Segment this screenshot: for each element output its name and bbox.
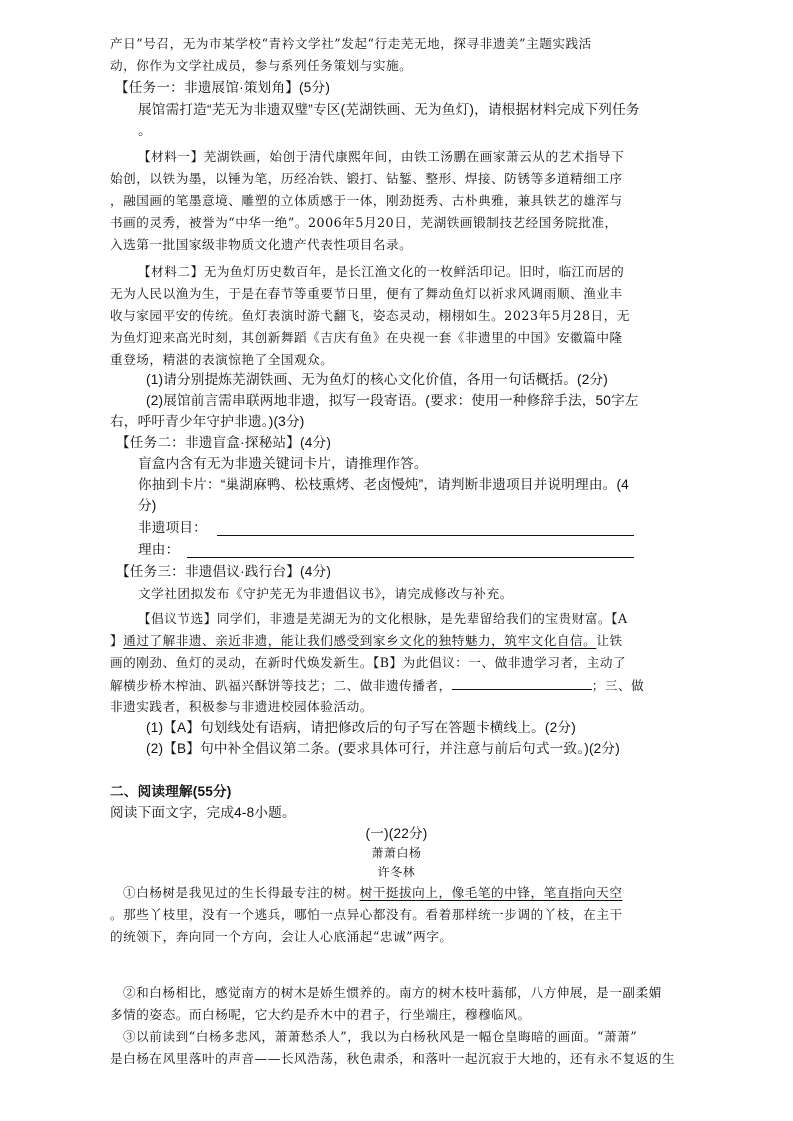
bracket-text: 】 (110, 633, 124, 648)
question-line: (1)【A】句划线处有语病，请把修改后的句子写在答题卡横线上。(2分) (146, 720, 576, 735)
passage-title: 萧萧白杨 (371, 846, 422, 860)
proposal-line (110, 631, 750, 651)
material-two-line: 为鱼灯迎来高光时刻，其创新舞蹈《吉庆有鱼》在央视一套《非遗里的中国》安徽篇中隆 (110, 330, 623, 345)
proposal-blank[interactable] (452, 675, 592, 690)
proposal-line (110, 675, 750, 696)
question-line: (1)请分别提炼芜湖铁画、无为鱼灯的核心文化价值，各用一句话概括。(2分) (146, 372, 609, 387)
underlined-sentence: 树干挺拔向上，像毛笔的中锋，笔直指向天空 (359, 885, 623, 900)
proposal-text: 解横步桥木榨油、趴福兴酥饼等技艺；二、做非遗传播者， (110, 678, 452, 693)
question-line: (2)【B】句中补全倡议第二条。(要求具体可行，并注意与前后句式一致。)(2分) (146, 741, 620, 756)
underlined-sentence: 通过了解非遗、亲近非遗，能让我们感受到家乡文化的独特魅力，筑牢文化自信。 (123, 633, 597, 648)
text-line: 盲盒内含有无为非遗关键词卡片，请推理作答。 (138, 456, 428, 471)
material-two-line: 重登场，精湛的表演惊艳了全国观众。 (110, 352, 334, 367)
project-label: 非遗项目： (138, 520, 207, 535)
proposal-text: 让铁 (596, 633, 623, 648)
question-line: 右，呼吁青少年守护非遗。)(3分) (110, 414, 305, 429)
proposal-line: 【倡议节选】同学们，非遗是芜湖无为的文化根脉，是先辈留给我们的宝贵财富。【A (138, 611, 628, 626)
question-line: 分) (138, 498, 157, 513)
passage-text: ①白杨树是我见过的生长得最专注的树。 (123, 885, 360, 900)
text-line: 。 (138, 123, 152, 138)
reason-answer-line[interactable] (187, 557, 634, 558)
text-line: 动，你作为文学社成员，参与系列任务策划与实施。 (110, 58, 413, 73)
passage-line (123, 883, 750, 903)
passage-line: 的统领下，奔向同一个方向，会让人心底涌起“忠诚”两字。 (110, 929, 453, 944)
material-two-line: 收与家园平安的传统。鱼灯表演时游弋翻飞，姿态灵动，栩栩如生。2023年5月28日，无 (110, 308, 630, 323)
material-two-line: 【材料二】无为鱼灯历史数百年，是长江渔文化的一枚鲜活印记。旧时，临江而居的 (138, 264, 625, 279)
material-one-line: 始创，以铁为墨，以锤为笔，历经冶铁、锻打、钻錾、整形、焊接、防锈等多道精细工序 (110, 171, 623, 186)
task-three-heading: 【任务三：非遗倡议·践行台】(4分) (116, 564, 332, 579)
text-line: 文学社团拟发布《守护芜无为非遗倡议书》，请完成修改与补充。 (138, 586, 513, 601)
passage-line: 多情的姿态。而白杨呢，它大约是乔木中的君子，行坐端庄，穆穆临风。 (110, 1007, 531, 1022)
passage-line: ③以前读到“白杨多悲风，萧萧愁杀人”，我以为白杨秋风是一幅仓皇晦暗的画面。“萧萧” (123, 1029, 638, 1044)
task-one-heading: 【任务一：非遗展馆·策划角】(5分) (115, 80, 331, 95)
question-line: 你抽到卡片：“巢湖麻鸭、松枝熏烤、老卤慢炖”，请判断非遗项目并说明理由。(4 (138, 477, 629, 492)
proposal-line: 画的刚劲、鱼灯的灵动，在新时代焕发新生。【B】为此倡议：一、做非遗学习者，主动了 (110, 655, 627, 670)
section-two-heading: 二、阅读理解(55分) (110, 784, 232, 799)
project-answer-line[interactable] (217, 535, 634, 536)
material-one-line: ，融国画的笔墨意境、雕塑的立体质感于一体，刚劲挺秀、古朴典雅，兼具铁艺的雄浑与 (110, 193, 623, 208)
passage-line: ②和白杨相比，感觉南方的树木是娇生惯养的。南方的树木枝叶蓊郁，八方伸展，是一副柔媚 (123, 985, 662, 1000)
instruction-line: 阅读下面文字，完成4-8小题。 (110, 805, 296, 820)
question-line: (2)展馆前言需串联两地非遗，拟写一段寄语。(要求：使用一种修辞手法，50字左 (146, 393, 639, 408)
material-one-line: 【材料一】芜湖铁画，始创于清代康熙年间，由铁工汤鹏在画家萧云从的艺术指导下 (138, 149, 625, 164)
passage-line: 是白杨在风里落叶的声音——长风浩荡，秋色肃杀，和落叶一起沉寂于大地的，还有永不复返的生 (110, 1051, 676, 1066)
proposal-line: 非遗实践者，积极参与非遗进校园体验活动。 (110, 699, 373, 714)
passage-part-title: (一)(22分) (365, 826, 428, 841)
task-two-heading: 【任务二：非遗盲盒·探秘站】(4分) (116, 435, 332, 450)
reason-label: 理由： (138, 542, 180, 557)
passage-line: 。那些丫枝里，没有一个逃兵，哪怕一点异心都没有。看着那样统一步调的丫枝，在主干 (110, 907, 623, 922)
material-two-line: 无为人民以渔为生，于是在春节等重要节日里，便有了舞动鱼灯以祈求风调雨顺、渔业丰 (110, 286, 623, 301)
passage-author: 许冬林 (377, 865, 416, 879)
text-line: 展馆需打造“芜无为非遗双璧”专区(芜湖铁画、无为鱼灯)，请根据材料完成下列任务 (138, 102, 640, 117)
proposal-text: ；三、做 (591, 678, 645, 693)
material-one-line: 书画的灵秀，被誉为“中华一绝”。2006年5月20日，芜湖铁画锻制技艺经国务院批准， (110, 215, 618, 230)
text-line: 产日”号召，无为市某学校“青衿文学社”发起“行走芜无地，探寻非遗美”主题实践活 (110, 36, 592, 51)
material-one-line: 入选第一批国家级非物质文化遗产代表性项目名录。 (110, 237, 413, 252)
